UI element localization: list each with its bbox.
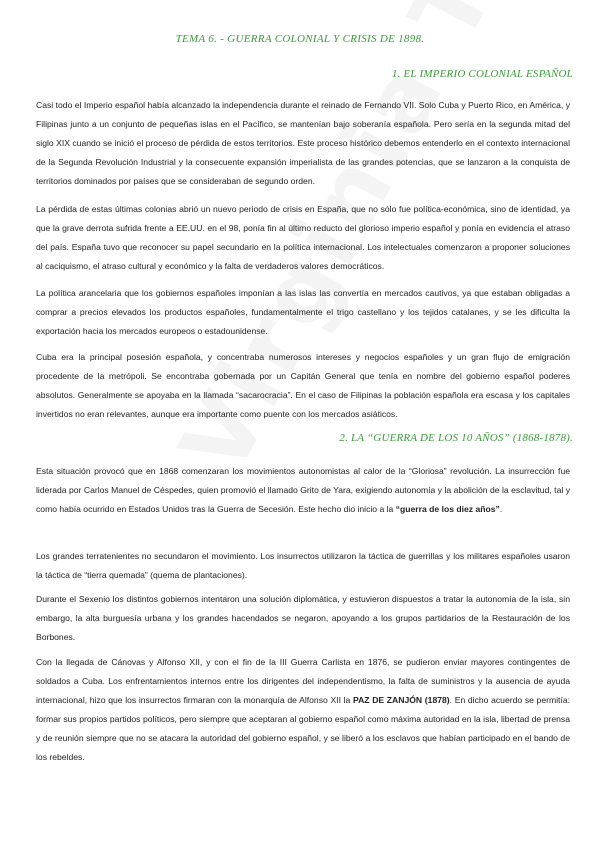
paragraph-5-text: Esta situación provocó que en 1868 comenzaran los movimientos autonomistas al calor de la “Gloriosa” revolución. La insurrección fue liderada por Carlos Manuel de Céspedes, quien promovió el llamado Grito de Yara, exigiendo autonomía y la abolición de la esclavitud, tal y como había ocurrido en Estados Unidos tras la Guerra de Secesión. Este hecho dio inicio a la — [36, 466, 570, 514]
paragraph-5-end: . — [499, 504, 503, 514]
paragraph-8-end: . En dicho acuerdo se permitía: formar sus propios partidos políticos, pero siempre que aceptaran al gobierno español como máxima autoridad en la isla, libertad de prensa y de reunión siempre que no se atacara la autoridad del gobierno español, y se liberó a los esclavos que habían participado en el bando de los rebeldes. — [36, 695, 570, 762]
paragraph-3: La política arancelaria que los gobiernos españoles imponían a las islas las convertía en mercados cautivos, ya que estaban obligadas a comprar a precios elevados los productos españoles, fundamentalmente el trigo castellano y los tejidos catalanes, y se les dificulta la exportación hacia los mercados europeos o estadounidense. — [36, 288, 570, 336]
paragraph-4: Cuba era la principal posesión española, y concentraba numerosos intereses y negocios españoles y un gran flujo de emigración procedente de la metrópoli. Se encontraba gobernada por un Capitán General que tenía en nombre del gobierno español poderes absolutos. Generalmente se apoyaba en la llamada “sacarocracia”. En el caso de Filipinas la población española era escasa y los capitales invertidos no eran relevantes, aunque era importante como puente con los mercados asiáticos. — [36, 352, 570, 419]
page-title: TEMA 6. - GUERRA COLONIAL Y CRISIS DE 1898. — [175, 33, 425, 45]
paragraph-1: Casi todo el Imperio español había alcanzado la independencia durante el reinado de Fernando VII. Solo Cuba y Puerto Rico, en América, y Filipinas junto a un conjunto de pequeñas islas en el Pacífico, se mantenían bajo soberanía española. Pero sería en la segunda mitad del siglo XIX cuando se inició el proceso de pérdida de estos territorios. Este proceso histórico debemos entenderlo en el contexto internacional de la Segunda Revolución Industrial y la consecuente expansión imperialista de las grandes potencias, que se lanzaron a la conquista de territorios dominados por países que se consideraban de segundo orden. — [36, 100, 570, 186]
paragraph-7: Durante el Sexenio los distintos gobiernos intentaron una solución diplomática, y estuvieron dispuestos a tratar la autonomía de la isla, sin embargo, la alta burguesía urbana y los grandes hacendados se negaron, apoyando a los grupos partidarios de la Restauración de los Borbones. — [36, 594, 570, 642]
paragraph-8-bold: PAZ DE ZANJÓN (1878) — [352, 695, 450, 705]
section-heading-2: 2. LA “GUERRA DE LOS 10 AÑOS” (1868-1878). — [339, 432, 573, 444]
paragraph-6: Los grandes terratenientes no secundaron el movimiento. Los insurrectos utilizaron la táctica de guerrillas y los militares españoles usaron la táctica de “tierra quemada” (quema de plantaciones). — [36, 551, 570, 580]
paragraph-8 — [36, 653, 570, 767]
paragraph-5 — [36, 462, 570, 519]
section-heading-1: 1. EL IMPERIO COLONIAL ESPAÑOL — [391, 68, 573, 80]
paragraph-5-bold: “guerra de los diez años” — [395, 504, 500, 514]
paragraph-8-text: Con la llegada de Cánovas y Alfonso XII, y con el fin de la III Guerra Carlista en 1876, se pudieron enviar mayores contingentes de soldados a Cuba. Los enfrentamientos internos entre los dirigentes del independentismo, la falta de suministros y la ausencia de ayuda internacional, hizo que los insurrectos firmaran con la monarquía de Alfonso XII la — [36, 657, 570, 705]
paragraph-2: La pérdida de estas últimas colonias abrió un nuevo periodo de crisis en España, que no sólo fue política-económica, sino de identidad, ya que la grave derrota sufrida frente a EE.UU. en el 98, ponía fin al último reducto del glorioso imperio español y ponía en evidencia el atraso del país. España tuvo que reconocer su papel secundario en la política internacional. Los intelectuales comenzaron a proponer soluciones al caciquismo, el atraso cultural y económico y la falta de verdaderos valores democráticos. — [36, 204, 570, 271]
